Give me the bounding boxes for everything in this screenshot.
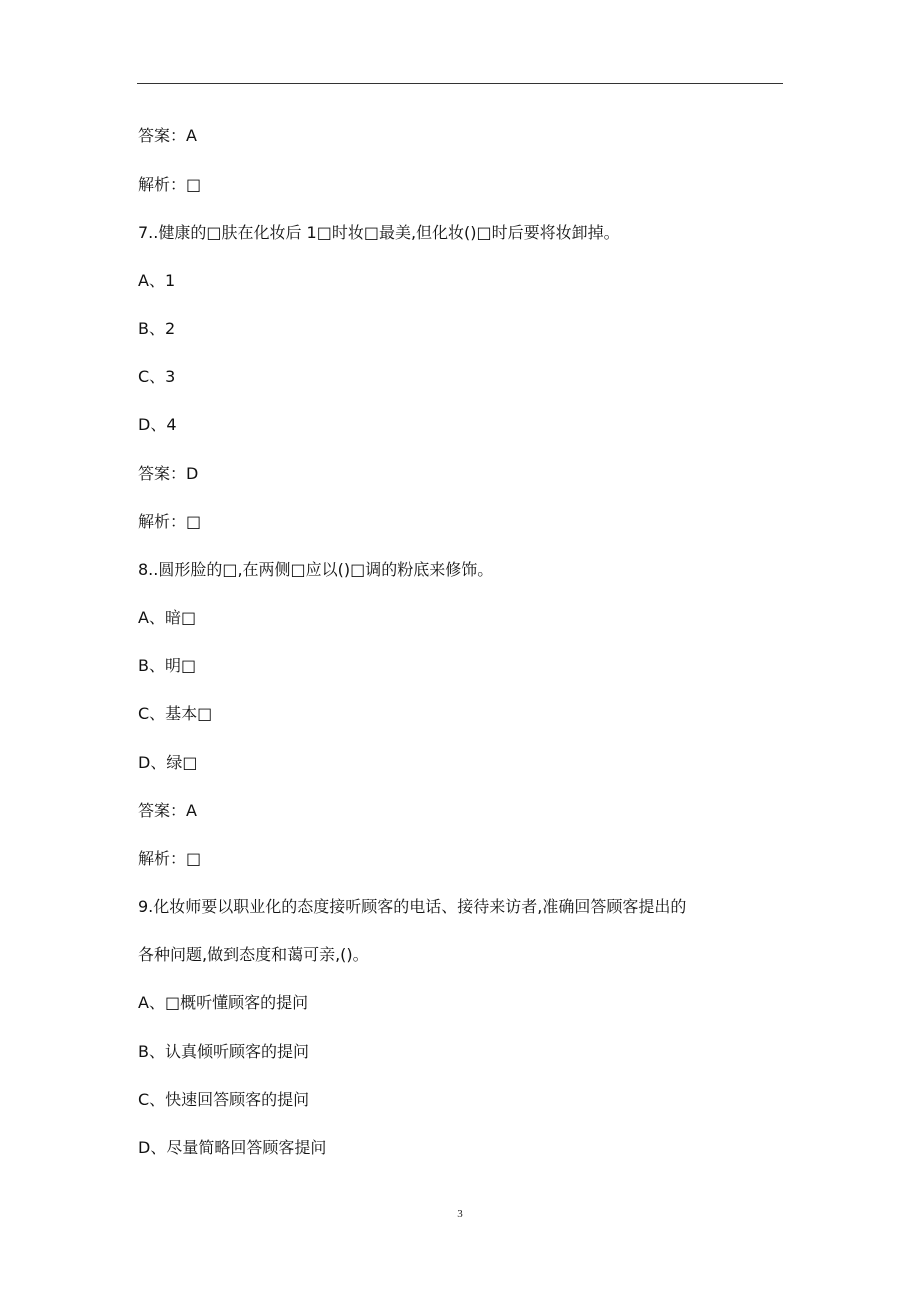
q6-analysis: 解析：□: [138, 175, 202, 194]
q7-option-d: D、4: [138, 415, 177, 434]
header-rule: [137, 83, 783, 84]
q7-option-c: C、3: [138, 367, 176, 386]
q7-option-b: B、2: [138, 319, 176, 338]
page-number: 3: [457, 1208, 463, 1220]
q9-option-b: B、认真倾听顾客的提问: [138, 1042, 309, 1061]
q8-analysis: 解析：□: [138, 849, 202, 868]
q8-answer: 答案：A: [138, 801, 197, 820]
q7-option-a: A、1: [138, 271, 176, 290]
q8-question: 8..圆形脸的□,在两侧□应以()□调的粉底来修饰。: [138, 560, 494, 579]
q7-question: 7..健康的□肤在化妆后 1□时妆□最美,但化妆()□时后要将妆卸掉。: [138, 223, 620, 242]
q7-analysis: 解析：□: [138, 512, 202, 531]
q8-option-d: D、绿□: [138, 753, 198, 772]
q9-option-c: C、快速回答顾客的提问: [138, 1090, 310, 1109]
q9-option-d: D、尽量简略回答顾客提问: [138, 1138, 327, 1157]
q8-option-c: C、基本□: [138, 704, 213, 723]
q8-option-b: B、明□: [138, 656, 197, 675]
q7-answer: 答案：D: [138, 464, 199, 483]
q8-option-a: A、暗□: [138, 608, 197, 627]
q9-question-line2: 各种问题,做到态度和蔼可亲,()。: [138, 945, 369, 964]
q9-question-line1: 9.化妆师要以职业化的态度接听顾客的电话、接待来访者,准确回答顾客提出的: [138, 897, 687, 916]
q9-option-a: A、□概听懂顾客的提问: [138, 993, 309, 1012]
q6-answer: 答案：A: [138, 126, 197, 145]
